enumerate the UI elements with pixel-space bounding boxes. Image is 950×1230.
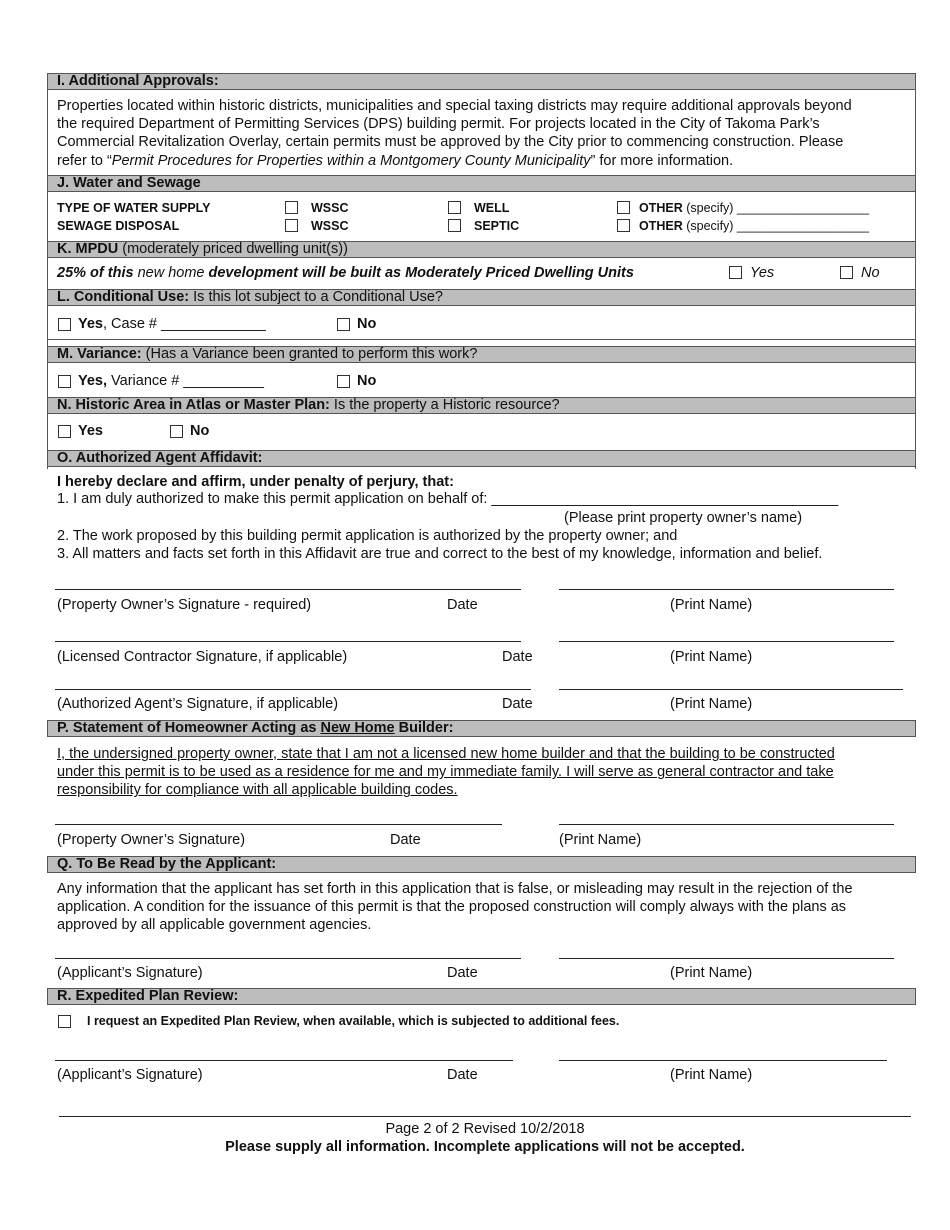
mpdu-yes-label: Yes — [750, 265, 775, 281]
historic-no-label: No — [190, 423, 210, 439]
variance-yes-checkbox[interactable] — [58, 375, 71, 388]
owner-date-caption: Date — [447, 597, 478, 613]
mpdu-no-checkbox[interactable] — [840, 266, 853, 279]
agent-print-name-caption: (Print Name) — [670, 696, 753, 712]
contractor-print-name-caption: (Print Name) — [670, 649, 753, 665]
conditional-use-yes-checkbox[interactable] — [58, 318, 71, 331]
section-l-header: L. Conditional Use: Is this lot subject to a Conditional Use? — [47, 289, 916, 306]
section-i-text: Properties located within historic districts, municipalities and special taxing districts may require additional approvals beyond the required Department of Permitting Services (DPS) building permit. For projects located in the City of Takoma Park’s Commercial Revitalization Overlay, certain permits must be approved by the City prior to commencing construction. Please refer to “Permit Procedures for Properties within a Montgomery County Municipality” for more information. — [57, 98, 852, 169]
applicant-signature-caption: (Applicant’s Signature) — [57, 965, 203, 981]
homeowner-date-caption: Date — [390, 832, 421, 848]
section-n-header: N. Historic Area in Atlas or Master Plan: Is the property a Historic resource? — [47, 397, 916, 414]
section-q-header: Q. To Be Read by the Applicant: — [47, 856, 916, 873]
applicant-signature-line[interactable] — [55, 958, 521, 959]
water-well-label: WELL — [474, 201, 510, 215]
water-wssc-label: WSSC — [311, 201, 349, 215]
variance-no-checkbox[interactable] — [337, 375, 350, 388]
water-wssc-checkbox[interactable] — [285, 201, 298, 214]
section-m-header: M. Variance: (Has a Variance been granted to perform this work? — [47, 346, 916, 363]
mpdu-no-label: No — [861, 265, 880, 281]
expedited-review-label: I request an Expedited Plan Review, when available, which is subjected to additional fees. — [87, 1014, 620, 1028]
affidavit-declaration: I hereby declare and affirm, under penalty of perjury, that: — [57, 474, 454, 490]
divider — [47, 339, 916, 340]
footer-notice: Please supply all information. Incomplete applications will not be accepted. — [225, 1139, 745, 1155]
agent-signature-caption: (Authorized Agent’s Signature, if applicable) — [57, 696, 339, 712]
section-o-header: O. Authorized Agent Affidavit: — [47, 450, 916, 467]
contractor-signature-line[interactable] — [55, 641, 521, 642]
applicant-print-name-caption: (Print Name) — [670, 965, 753, 981]
contractor-date-caption: Date — [502, 649, 533, 665]
water-other-label: OTHER (specify) ___________________ — [639, 201, 870, 215]
expedited-signature-caption: (Applicant’s Signature) — [57, 1067, 203, 1083]
variance-no-label: No — [357, 373, 377, 389]
section-i-header: I. Additional Approvals: — [47, 73, 916, 90]
conditional-use-yes-label: Yes, Case # _____________ — [78, 316, 266, 332]
mpdu-yes-checkbox[interactable] — [729, 266, 742, 279]
owner-print-name-caption: (Print Name) — [670, 597, 753, 613]
variance-yes-label: Yes, Variance # __________ — [78, 373, 264, 389]
expedited-signature-line[interactable] — [55, 1060, 513, 1061]
water-supply-label: TYPE OF WATER SUPPLY — [57, 201, 211, 215]
footer-page-info: Page 2 of 2 Revised 10/2/2018 — [385, 1121, 585, 1137]
section-k-header: K. MPDU (moderately priced dwelling unit(s)) — [47, 241, 916, 258]
owner-signature-caption: (Property Owner’s Signature - required) — [57, 597, 312, 613]
affidavit-item-3: 3. All matters and facts set forth in this Affidavit are true and correct to the best of my knowledge, information and belief. — [57, 546, 823, 562]
sewage-septic-checkbox[interactable] — [448, 219, 461, 232]
agent-signature-line[interactable] — [55, 689, 531, 690]
homeowner-print-name-caption: (Print Name) — [559, 832, 642, 848]
historic-no-checkbox[interactable] — [170, 425, 183, 438]
homeowner-signature-line[interactable] — [55, 824, 502, 825]
sewage-disposal-label: SEWAGE DISPOSAL — [57, 219, 180, 233]
agent-print-name-line[interactable] — [559, 689, 903, 690]
conditional-use-no-label: No — [357, 316, 377, 332]
affidavit-item-1: 1. I am duly authorized to make this permit application on behalf of: ___________________________________________ — [57, 491, 839, 507]
homeowner-signature-caption: (Property Owner’s Signature) — [57, 832, 246, 848]
contractor-signature-caption: (Licensed Contractor Signature, if applicable) — [57, 649, 348, 665]
section-p-header: P. Statement of Homeowner Acting as New Home Builder: — [47, 720, 916, 737]
applicant-notice: Any information that the applicant has set forth in this application that is false, or misleading may result in the rejection of the application. A condition for the issuance of this permit is that the proposed construction will comply always with the plans as approved by all applicable government agencies. — [57, 881, 853, 934]
sewage-other-checkbox[interactable] — [617, 219, 630, 232]
sewage-other-label: OTHER (specify) ___________________ — [639, 219, 870, 233]
expedited-print-name-line[interactable] — [559, 1060, 887, 1061]
applicant-date-caption: Date — [447, 965, 478, 981]
homeowner-statement: I, the undersigned property owner, state that I am not a licensed new home builder and that the building to be constructed under this permit is to be used as a residence for me and my immediate family. I will serve as general contractor and take responsibility for compliance with all applicable building codes. — [57, 746, 835, 799]
footer-rule — [59, 1116, 911, 1117]
affidavit-item-2: 2. The work proposed by this building permit application is authorized by the property owner; and — [57, 528, 678, 544]
sewage-wssc-label: WSSC — [311, 219, 349, 233]
contractor-print-name-line[interactable] — [559, 641, 894, 642]
owner-signature-line[interactable] — [55, 589, 521, 590]
sewage-septic-label: SEPTIC — [474, 219, 520, 233]
section-r-header: R. Expedited Plan Review: — [47, 988, 916, 1005]
expedited-print-name-caption: (Print Name) — [670, 1067, 753, 1083]
owner-print-name-line[interactable] — [559, 589, 894, 590]
historic-yes-checkbox[interactable] — [58, 425, 71, 438]
applicant-print-name-line[interactable] — [559, 958, 894, 959]
historic-yes-label: Yes — [78, 423, 103, 439]
water-other-checkbox[interactable] — [617, 201, 630, 214]
homeowner-print-name-line[interactable] — [559, 824, 894, 825]
print-owner-name-caption: (Please print property owner’s name) — [564, 510, 803, 526]
agent-date-caption: Date — [502, 696, 533, 712]
water-well-checkbox[interactable] — [448, 201, 461, 214]
sewage-wssc-checkbox[interactable] — [285, 219, 298, 232]
expedited-review-checkbox[interactable] — [58, 1015, 71, 1028]
mpdu-question: 25% of this new home development will be built as Moderately Priced Dwelling Units — [57, 265, 634, 281]
conditional-use-no-checkbox[interactable] — [337, 318, 350, 331]
section-j-header: J. Water and Sewage — [47, 175, 916, 192]
expedited-date-caption: Date — [447, 1067, 478, 1083]
